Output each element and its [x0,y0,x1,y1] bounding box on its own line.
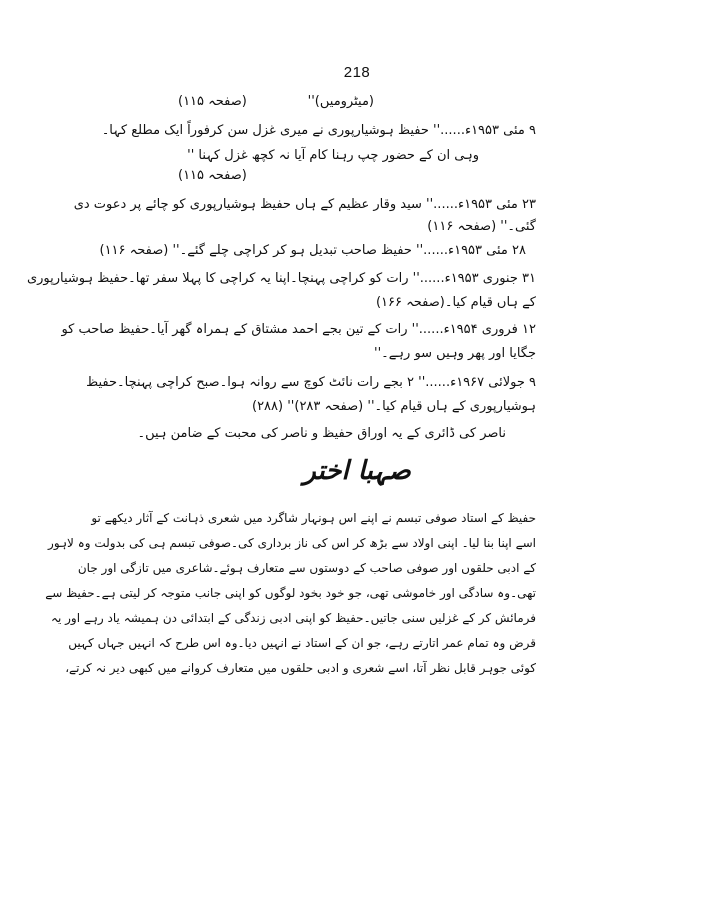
paragraph-line: قرض وہ تمام عمر اتارتے رہے، جو ان کے استاد نے انہیں دیا۔وہ اس طرح کہ انہیں جہاں کہیں [68,636,536,650]
entry-line: ہوشیارپوری کے ہاں قیام کیا۔'' (صفحہ ۲۸۳)'' (۲۸۸) [251,399,536,414]
paragraph-line: حفیظ کے استاد صوفی تبسم نے اپنے اس ہونہار شاگرد میں شعری ذہانت کے آثار دیکھے تو [91,511,536,525]
paragraph-line: فرمائش کر کے غزلیں سنی جاتیں۔حفیظ کو اپنی ادبی زندگی کے ابتدائی دن ہمیشہ یاد رہے اور یہ [50,611,536,625]
entry-line: ۱۲ فروری ۱۹۵۴ء......'' رات کے تین بجے احمد مشتاق کے ہمراہ گھر آیا۔حفیظ صاحب کو [61,322,536,337]
page-number: 218 [343,64,371,81]
entry-line: گئی۔'' (صفحہ ۱۱۶) [427,219,536,234]
entry-line: (میٹرومیں)'' [307,94,374,109]
paragraph-line: کوئی جوہر قابل نظر آتا، اسے شعری و ادبی حلقوں میں متعارف کروانے میں کبھی دیر نہ کرتے، [65,661,536,675]
page-reference: (صفحہ ۱۱۵) [178,168,247,183]
entry-line: ۲۳ مئی ۱۹۵۳ء......'' سید وقار عظیم کے ہاں حفیظ ہوشیارپوری کو چائے پر دعوت دی [73,197,536,212]
entry-line: ۲۸ مئی ۱۹۵۳ء......'' حفیظ صاحب تبدیل ہو کر کراچی چلے گئے۔'' (صفحہ ۱۱۶) [99,243,526,258]
entry-line: کے ہاں قیام کیا۔(صفحہ ۱۶۶) [375,295,536,310]
entry-line: ۳۱ جنوری ۱۹۵۳ء......'' رات کو کراچی پہنچا۔اپنا یہ کراچی کا پہلا سفر تھا۔حفیظ ہوشیارپوری [26,271,536,286]
closing-line: ناصر کی ڈائری کے یہ اوراق حفیظ و ناصر کی محبت کے ضامن ہیں۔ [137,426,506,441]
paragraph-line: اسے اپنا بنا لیا۔ اپنی اولاد سے بڑھ کر اس کی ناز برداری کی۔صوفی تبسم ہی کی بدولت وہ لاہور [48,536,536,550]
entry-line: ۹ مئی ۱۹۵۳ء......'' حفیظ ہوشیارپوری نے میری غزل سن کرفوراً ایک مطلع کہا۔ [101,123,536,138]
entry-line: جگایا اور پھر وہیں سو رہے۔'' [374,346,536,361]
entry-line: ۹ جولائی ۱۹۶۷ء......'' ۲ بجے رات نائٹ کوچ سے روانہ ہوا۔صبح کراچی پہنچا۔حفیظ [86,375,536,390]
verse-line: وہی ان کے حضور چپ رہنا کام آیا نہ کچھ غزل کہنا '' [187,148,479,163]
page-reference: (صفحہ ۱۱۵) [178,94,247,109]
paragraph-line: تھی۔وہ سادگی اور خاموشی تھی، جو خود بخود لوگوں کو اپنی جانب متوجہ کر لیتی ہے۔حفیظ سے [45,586,536,600]
section-heading: صہبا اختر [303,456,411,486]
paragraph-line: کے ادبی حلقوں اور صوفی صاحب کے دوستوں سے متعارف ہوئے۔شاعری میں تازگی اور جان [77,561,536,575]
